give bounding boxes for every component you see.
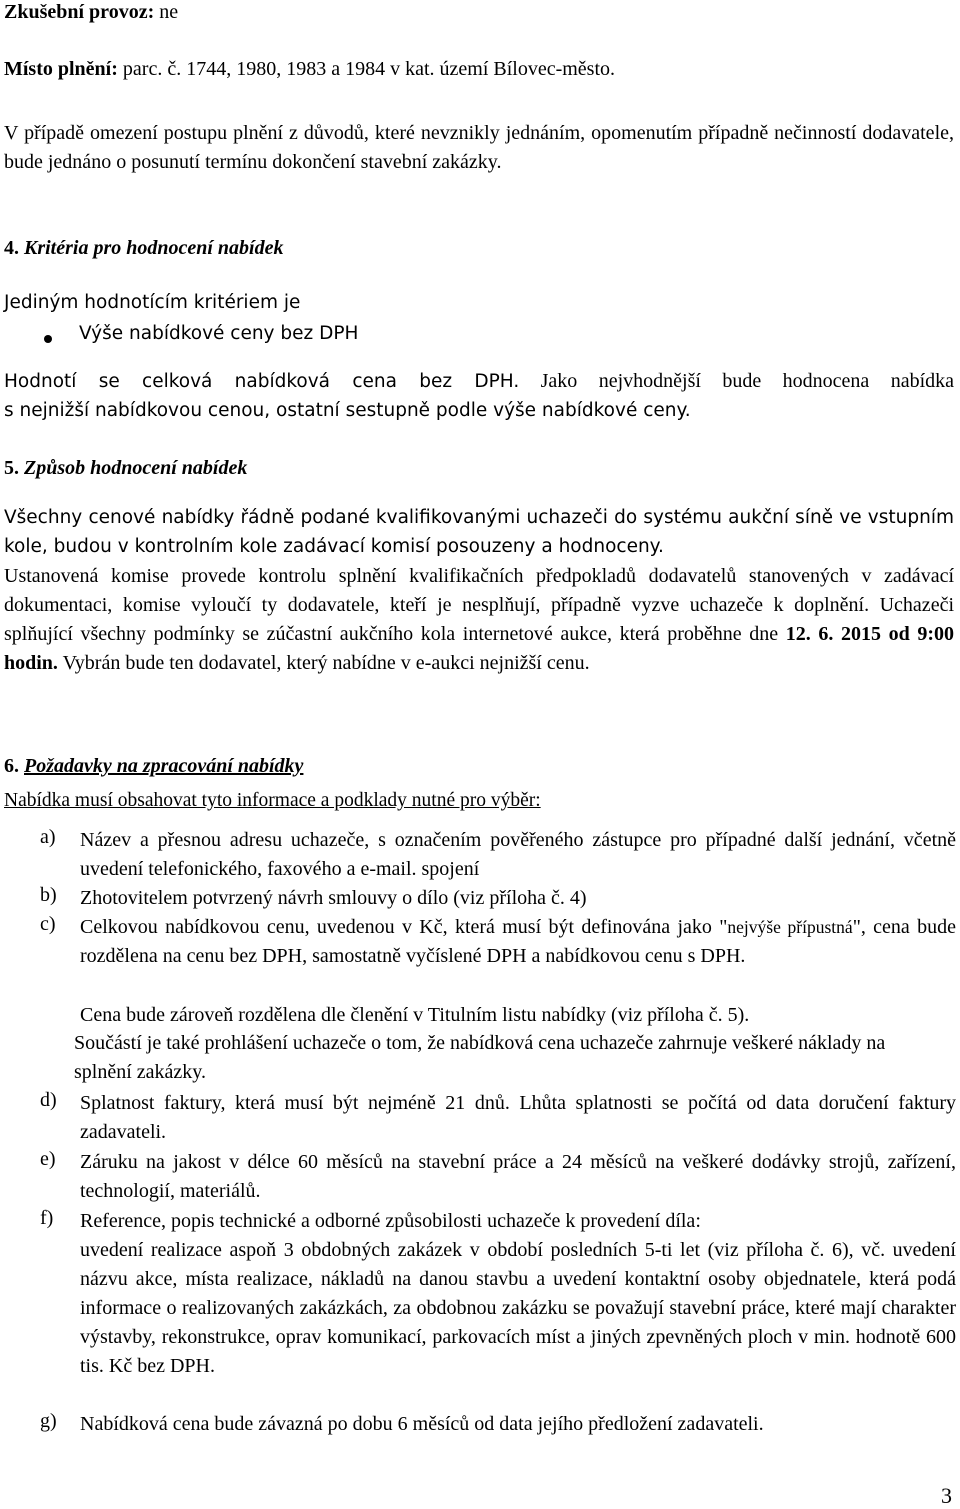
section4-paragraph (4, 367, 954, 425)
trial-line (4, 0, 178, 24)
item-c-note2: Součástí je také prohlášení uchazeče o tom, že nabídková cena uchazeče zahrnuje veškeré náklady na splnění zakázky. (74, 1032, 886, 1083)
place-label: Místo plnění: (4, 58, 118, 80)
section5-number: 5. (4, 457, 19, 479)
section5-para-d: Vybrán bude ten dodavatel, který nabídne v e-aukci nejnižší cenu. (57, 652, 590, 674)
section5-para-c: Uchazeči splňující všechny podmínky se zúčastní aukčního kola internetové aukce, která proběhne dne (4, 594, 954, 645)
list-item-text: Splatnost faktury, která musí být nejméně 21 dnů. Lhůta splatnosti se počítá od data doručení faktury zadavateli. (80, 1092, 956, 1143)
section4-paragraph-line1 (4, 367, 954, 396)
list-item-text: Název a přesnou adresu uchazeče, s označením pověřeného zástupce pro případné další jednání, včetně uvedení telefonického, faxového a e-mail. spojení (80, 829, 956, 880)
list-item-label: g) (40, 1410, 57, 1432)
section5-paragraph (4, 562, 954, 678)
section5-title: Způsob hodnocení nabídek (24, 457, 248, 479)
section4-bullet-text: Výše nabídkové ceny bez DPH (79, 323, 359, 344)
list-item-label: d) (40, 1089, 57, 1111)
section4-text-b: Jako nejvhodnější bude hodnocena nabídka (519, 370, 955, 392)
restriction-paragraph: V případě omezení postupu plnění z důvodů, které nevznikly jednáním, opomenutím případně nečinností dodavatele, bude jednáno o posunutí termínu dokončení stavební zakázky. (4, 122, 954, 173)
section6-number: 6. (4, 755, 19, 777)
item-c-text-a: Celkovou nabídkovou cenu, uvedenou v Kč, která musí být definována jako " (80, 916, 728, 938)
section4-text-c: s nejnižší nabídkovou cenou, ostatní sestupně podle výše nabídkové ceny. (4, 400, 691, 421)
item-c-text-small: nejvýše přípustná (727, 917, 853, 937)
item-c-note1: Cena bude zároveň rozdělena dle členění v Titulním listu nabídky (viz příloha č. 5). (80, 1004, 750, 1026)
list-item-text: Reference, popis technické a odborné způsobilosti uchazeče k provedení díla: (80, 1210, 701, 1232)
list-item-label: f) (40, 1207, 54, 1229)
place-line (4, 57, 615, 81)
section5-heading (4, 456, 247, 480)
bullet-dot-icon (44, 335, 52, 343)
section6-subtitle: Nabídka musí obsahovat tyto informace a podklady nutné pro výběr: (4, 790, 541, 811)
list-item-text (80, 913, 956, 971)
trial-label: Zkušební provoz: (4, 1, 155, 23)
trial-value: ne (154, 1, 179, 23)
list-item-text: Zhotovitelem potvrzený návrh smlouvy o dílo (viz příloha č. 4) (80, 887, 587, 909)
section4-text-a: Hodnotí se celková nabídková cena bez DPH. (4, 371, 520, 392)
place-value: parc. č. 1744, 1980, 1983 a 1984 v kat. území Bílovec-město. (117, 58, 616, 80)
section5-para-b: Ustanovená komise provede kontrolu splnění kvalifikačních předpokladů dodavatelů stanovených v zadávací dokumentaci, komise vyloučí ty dodavatele, kteří je nesplňují, případně vyzve uchazeče k doplnění. (4, 565, 954, 616)
section6-title: Požadavky na zpracování nabídky (24, 755, 304, 777)
auction-date: 12. 6. 2015 od 9:00 hodin. (4, 623, 954, 674)
list-item-text: Záruku na jakost v délce 60 měsíců na stavební práce a 24 měsíců na veškeré dodávky strojů, zařízení, technologií, materiálů. (80, 1151, 956, 1202)
page-number: 3 (941, 1483, 952, 1508)
section4-intro: Jediným hodnotícím kritériem je (4, 292, 301, 313)
list-item-label: c) (40, 913, 56, 935)
list-item-text: Nabídková cena bude závazná po dobu 6 měsíců od data jejího předložení zadavateli. (80, 1413, 764, 1435)
item-c-text-b: ", cena bude rozdělena na cenu bez DPH, samostatně vyčíslené DPH a nabídkovou cenu s DPH. (80, 916, 956, 967)
list-item-label: b) (40, 884, 57, 906)
list-item-label: a) (40, 826, 56, 848)
section6-heading (4, 754, 303, 778)
section5-para-a: Všechny cenové nabídky řádně podané kvalifikovanými uchazeči do systému aukční síně ve vstupním kole, budou v kontrolním kole zadávací komisí posouzeny a hodnoceny. (4, 507, 954, 557)
section4-title: Kritéria pro hodnocení nabídek (24, 237, 284, 259)
list-item-label: e) (40, 1148, 56, 1170)
section4-heading (4, 236, 283, 260)
section4-number: 4. (4, 237, 19, 259)
item-f-detail: uvedení realizace aspoň 3 obdobných zakázek v období posledních 5-ti let (viz příloha č. 6), vč. uvedení názvu akce, místa realizace, nákladů na danou stavbu a uvedení kontaktní osoby objednatele, která podá informace o realizovaných zakázkách, za obdobnou zakázku se považují stavební práce, které mají charakter výstavby, rekonstrukce, oprav komunikací, parkovacích míst a jiných zpevněných ploch v min. hodnotě 600 tis. Kč bez DPH. (80, 1239, 956, 1377)
